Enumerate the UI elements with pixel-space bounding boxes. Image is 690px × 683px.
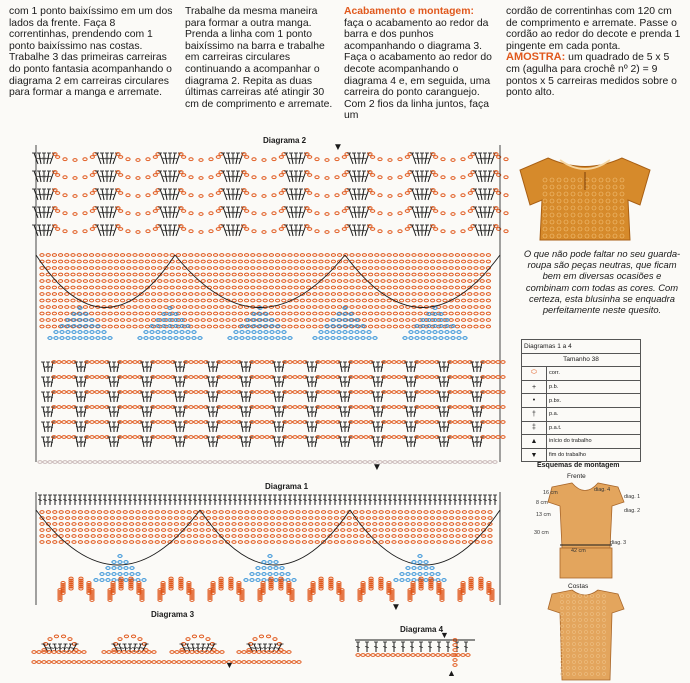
legend-row: + p.b.	[522, 380, 641, 394]
diagram-4-chart	[355, 630, 475, 678]
diagram-1-title: Diagrama 1	[265, 482, 309, 491]
svg-text:▼: ▼	[372, 462, 382, 473]
section-heading: Acabamento e montagem:	[344, 6, 474, 17]
legend-row: • p.bx.	[522, 394, 641, 408]
legend-row: ‡ p.a.t.	[522, 421, 641, 435]
diagram-3-title: Diagrama 3	[151, 610, 195, 619]
legend-row: ▲ início do trabalho	[522, 435, 641, 449]
svg-text:▼: ▼	[225, 660, 234, 670]
svg-text:▼: ▼	[440, 630, 449, 640]
paragraph: com 1 ponto baixíssimo em um dos lados da frente. Faça 8 correntinhas, prendendo com 1 ponto baixíssimo nas costas. Trabalhe 3 das primeiras carreiras do ponto fantasia acompanhando o diagrama 2 em carreiras circulares para formar a manga e arremate.	[9, 6, 173, 99]
legend-row: ▼ fim do trabalho	[522, 448, 641, 462]
label-diag2: diag. 2	[624, 508, 641, 514]
schematics-title: Esquemas de montagem	[537, 462, 620, 469]
legend-row: ⬭ corr.	[522, 367, 641, 381]
diagram-3-chart	[32, 635, 301, 670]
paragraph: Trabalhe da mesma maneira para formar a outra manga. Prenda a linha com 1 ponto baixíssimo na barra e trabalhe em carreiras circulares continuando a acompanhar o diagrama 2. Repita as duas últimas carreiras até atingir 30 cm de comprimento e arremate.	[185, 6, 333, 110]
legend-row: † p.a.	[522, 407, 641, 421]
svg-text:▼: ▼	[391, 602, 401, 613]
photo-caption: O que não pode faltar no seu guarda-roupa são peças neutras, que ficam bem em diversas ocasiões e combinam com todas as cores. Com certeza, esta blusinha se enquadra perfeitamente neste quesito.	[523, 248, 681, 316]
svg-text:▲: ▲	[447, 668, 456, 678]
label-13cm: 13 cm	[536, 512, 551, 518]
diagram-4-title: Diagrama 4	[400, 625, 444, 634]
symbol-legend	[521, 339, 641, 462]
diagram-2-chart	[32, 142, 538, 473]
label-42cm: 42 cm	[571, 548, 586, 554]
blouse-photo	[510, 140, 682, 248]
diagram-1-chart	[36, 492, 500, 613]
label-8cm: 8 cm	[536, 500, 548, 506]
back-label: Costas	[568, 583, 589, 590]
label-diag1: diag. 1	[624, 494, 641, 500]
paragraph: um quadrado de 5 x 5 cm (agulha para crochê nº 2) = 9 pontos x 5 carreiras medidos sobre o ponto alto.	[506, 52, 677, 99]
label-diag3: diag. 3	[610, 540, 627, 546]
legend-title: Diagramas 1 a 4	[522, 340, 641, 354]
legend-size: Tamanho 38	[522, 353, 641, 367]
paragraph: cordão de correntinhas com 120 cm de comprimento e arremate. Passe o cordão ao redor do decote e prenda 1 pingente em cada ponta.	[506, 6, 681, 52]
label-30cm: 30 cm	[534, 530, 549, 536]
diagram-2-title: Diagrama 2	[263, 136, 307, 145]
label-diag4: diag. 4	[594, 487, 611, 493]
assembly-schematics	[548, 483, 627, 680]
section-heading: AMOSTRA:	[506, 51, 566, 64]
label-16cm: 16 cm	[543, 490, 558, 496]
paragraph: faça o acabamento ao redor da barra e dos punhos acompanhando o diagrama 3. Faça o acabamento ao redor do decote acompanhando o diagrama 4 e, em seguida, uma carreira do ponto caranguejo. Com 2 fios da linha juntos, faça um	[344, 17, 492, 122]
svg-text:▼: ▼	[333, 142, 343, 153]
front-label: Frente	[567, 473, 586, 480]
